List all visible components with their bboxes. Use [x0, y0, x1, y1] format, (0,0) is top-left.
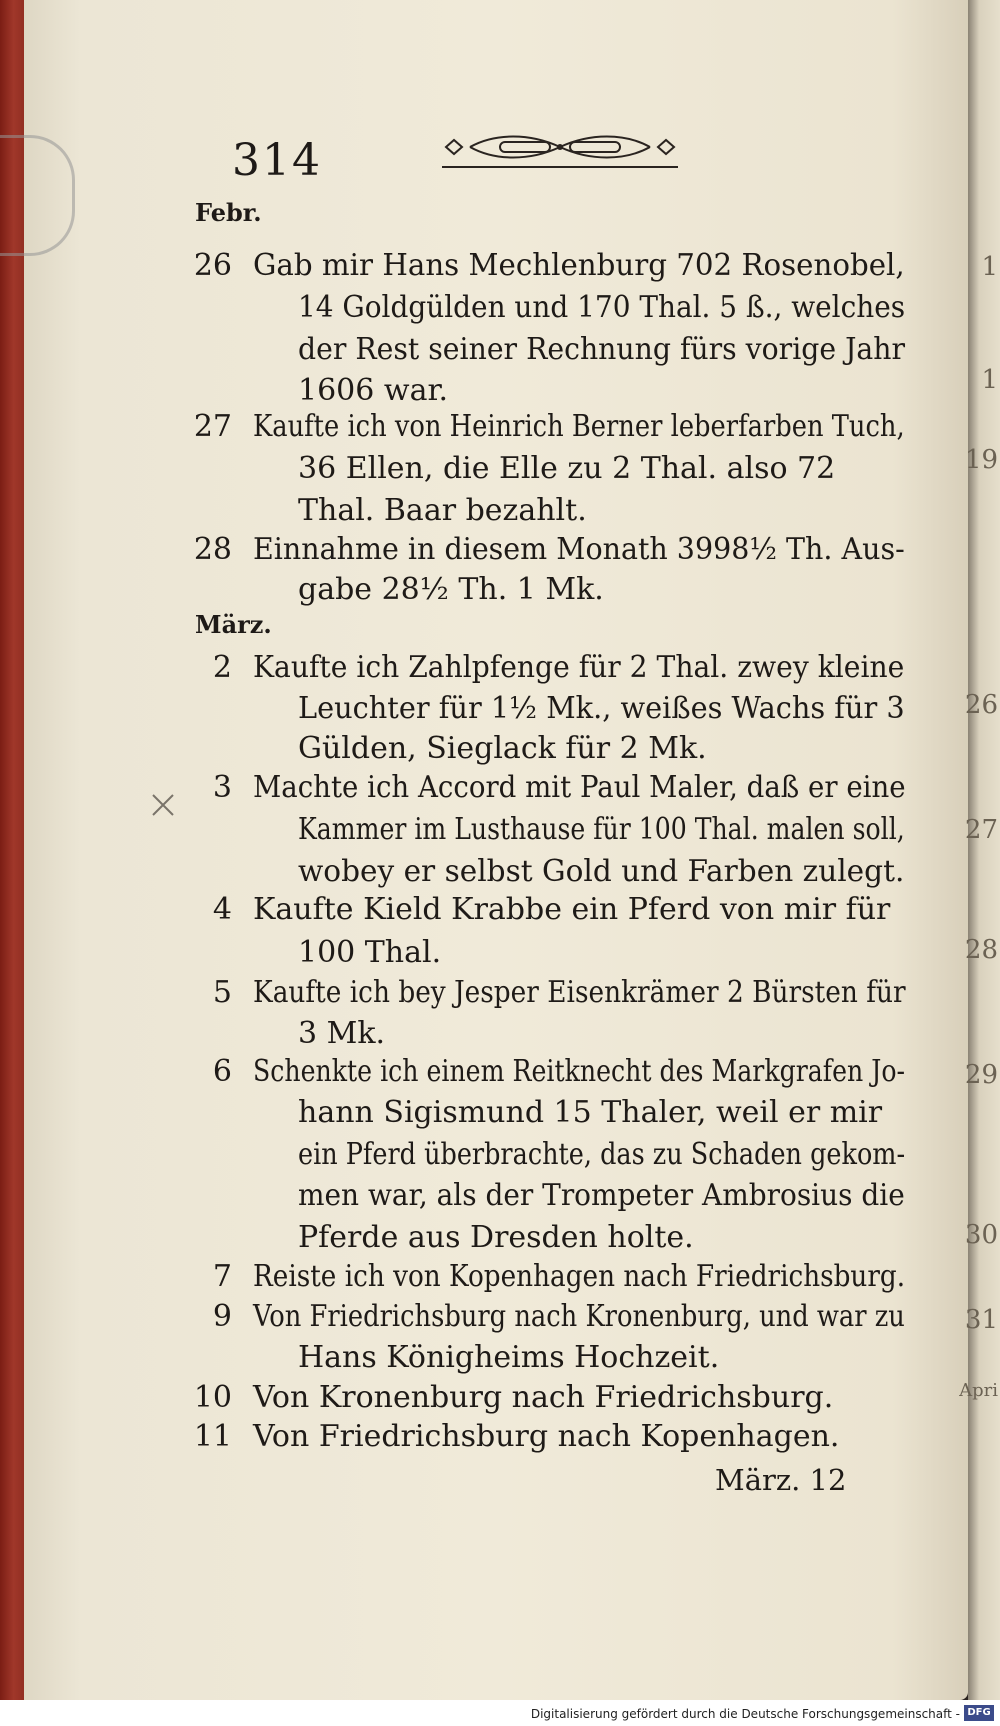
header-rule	[442, 166, 678, 168]
facing-page-edge	[959, 0, 1000, 1700]
entry-line: 1606 war.	[298, 373, 449, 408]
entry-line: Machte ich Accord mit Paul Maler, daß er eine	[253, 770, 906, 805]
entry-line: Kaufte ich bey Jesper Eisenkrämer 2 Bürsten für	[253, 975, 906, 1010]
entry-day: 10	[193, 1380, 232, 1415]
facing-fragment: 28	[964, 935, 998, 965]
month-heading: Febr.	[195, 198, 262, 227]
entry-line: Von Kronenburg nach Friedrichsburg.	[253, 1380, 834, 1415]
entry-line: Hans Königheims Hochzeit.	[298, 1340, 720, 1375]
entry-line: 14 Goldgülden und 170 Thal. 5 ß., welches	[298, 290, 906, 325]
paper-clip	[0, 135, 75, 256]
entry-line: wobey er selbst Gold und Farben zulegt.	[298, 854, 905, 889]
entry-line: Kammer im Lusthause für 100 Thal. malen soll,	[298, 812, 905, 847]
entry-line: Reiste ich von Kopenhagen nach Friedrichsburg.	[253, 1259, 906, 1294]
entry-line: 36 Ellen, die Elle zu 2 Thal. also 72	[298, 451, 836, 486]
entry-day: 11	[193, 1419, 232, 1454]
dfg-logo: DFG	[964, 1705, 994, 1721]
entry-line: Einnahme in diesem Monath 3998½ Th. Aus-	[253, 532, 905, 567]
entry-line: Von Friedrichsburg nach Kopenhagen.	[253, 1419, 840, 1454]
entry-line: Pferde aus Dresden holte.	[298, 1220, 694, 1255]
entry-line: Kaufte ich von Heinrich Berner leberfarben Tuch,	[253, 409, 905, 444]
entry-line: men war, als der Trompeter Ambrosius die	[298, 1178, 905, 1213]
entry-line: 3 Mk.	[298, 1016, 386, 1051]
entry-line: 100 Thal.	[298, 935, 442, 970]
entry-day: 3	[212, 770, 232, 805]
entry-line: Gab mir Hans Mechlenburg 702 Rosenobel,	[253, 248, 905, 283]
entry-day: 6	[212, 1054, 232, 1089]
facing-fragment: 30	[964, 1220, 998, 1250]
entry-day: 28	[193, 532, 232, 567]
facing-fragment: 27	[964, 815, 998, 845]
month-heading: März.	[195, 610, 272, 639]
entry-day: 26	[193, 248, 232, 283]
header-ornament-icon	[440, 130, 680, 164]
entry-line: Schenkte ich einem Reitknecht des Markgrafen Jo-	[253, 1054, 906, 1089]
facing-fragment: 29	[964, 1060, 998, 1090]
entry-line: Thal. Baar bezahlt.	[298, 493, 587, 528]
entry-day: 9	[212, 1299, 232, 1334]
entry-day: 7	[212, 1259, 232, 1294]
footer-credit: Digitalisierung gefördert durch die Deutsche Forschungsgemeinschaft -	[530, 1707, 960, 1721]
catchword: März. 12	[715, 1463, 847, 1497]
entry-day: 2	[212, 650, 232, 685]
entry-line: Kaufte ich Zahlpfenge für 2 Thal. zwey kleine	[253, 650, 905, 685]
facing-fragment: 19	[964, 445, 998, 475]
entry-line: der Rest seiner Rechnung fürs vorige Jahr	[298, 332, 906, 367]
entry-line: Gülden, Sieglack für 2 Mk.	[298, 731, 707, 766]
facing-fragment: 31	[964, 1305, 998, 1335]
entry-day: 27	[193, 409, 232, 444]
entry-line: ein Pferd überbrachte, das zu Schaden gekom-	[298, 1137, 906, 1172]
entry-day: 4	[212, 892, 232, 927]
entry-line: Kaufte Kield Krabbe ein Pferd von mir für	[253, 892, 891, 927]
facing-fragment: 1	[981, 252, 998, 282]
facing-fragment: 1	[981, 365, 998, 395]
entry-line: hann Sigismund 15 Thaler, weil er mir	[298, 1095, 883, 1130]
pencil-cross-mark-icon	[150, 792, 176, 818]
page-number: 314	[232, 135, 322, 186]
entry-day: 5	[212, 975, 232, 1010]
entry-line: Von Friedrichsburg nach Kronenburg, und war zu	[253, 1299, 905, 1334]
entry-line: Leuchter für 1½ Mk., weißes Wachs für 3	[298, 691, 905, 726]
facing-fragment: 26	[964, 690, 998, 720]
facing-fragment: Apri	[959, 1380, 998, 1401]
entry-line: gabe 28½ Th. 1 Mk.	[298, 572, 604, 607]
